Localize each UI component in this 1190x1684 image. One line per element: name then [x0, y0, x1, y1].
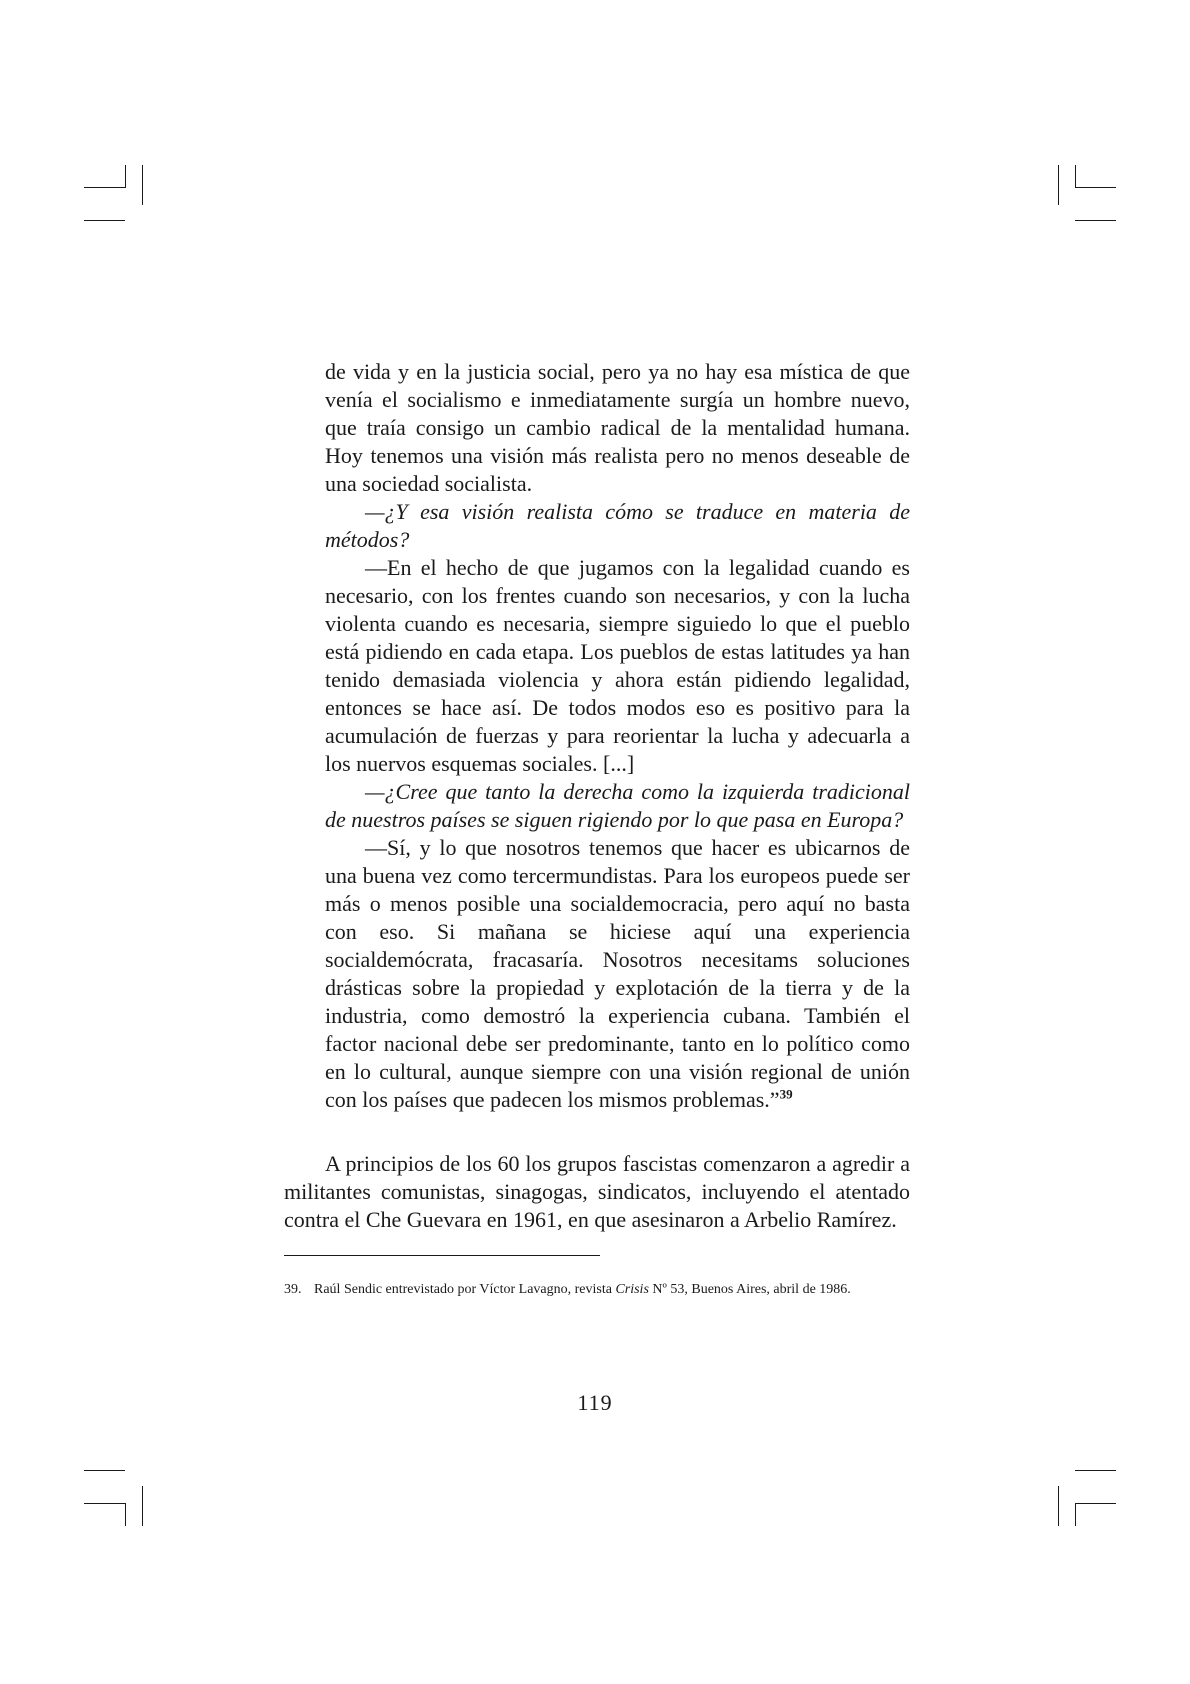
footnote-text-before: Raúl Sendic entrevistado por Víctor Lavagno, revista	[314, 1282, 616, 1297]
footnote-39	[284, 1281, 910, 1299]
quote-paragraph-1: de vida y en la justicia social, pero ya no hay esa mística de que venía el socialismo e inmediatamente surgía un hombre nuevo, que traía consigo un cambio radical de la mentalidad humana. Hoy tenemos una visión más realista pero no menos deseable de una sociedad socialista.	[325, 359, 910, 496]
footnote-separator	[284, 1255, 600, 1256]
crop-mark-top-left-h1	[84, 187, 125, 188]
interview-quote-block	[325, 358, 910, 1114]
crop-mark-bottom-left-v1	[125, 1503, 126, 1526]
crop-mark-bottom-left-v2	[142, 1486, 143, 1526]
crop-mark-bottom-right-h2	[1075, 1503, 1116, 1504]
crop-mark-bottom-left-h1	[84, 1470, 125, 1471]
crop-mark-bottom-right-v1	[1075, 1503, 1076, 1526]
body-paragraph: A principios de los 60 los grupos fascistas comenzaron a agredir a militantes comunistas, sinagogas, sindicatos, incluyendo el atentado contra el Che Guevara en 1961, en que asesinaron a Arbelio Ramírez.	[284, 1151, 910, 1232]
footnote-reference: 39	[779, 1086, 793, 1102]
crop-mark-top-right-v2	[1058, 165, 1059, 205]
question-1: —¿Y esa visión realista cómo se traduce en materia de métodos?	[325, 499, 910, 552]
crop-mark-top-left-v1	[125, 165, 126, 188]
answer-paragraph-2	[325, 834, 910, 1114]
answer-paragraph-1: —En el hecho de que jugamos con la legalidad cuando es necesario, con los frentes cuando son necesarios, y con la lucha violenta cuando es necesaria, siempre siguiedo lo que el pueblo está pidiendo en cada etapa. Los pueblos de estas latitudes ya han tenido demasiada violencia y ahora están pidiendo legalidad, entonces se hace así. De todos modos eso es positivo para la acumulación de fuerzas y para reorientar la lucha y adecuarla a los nuervos esquemas sociales. [...]	[325, 555, 910, 776]
footnote-text-after: Nº 53, Buenos Aires, abril de 1986.	[648, 1282, 851, 1297]
crop-mark-bottom-left-h2	[84, 1503, 125, 1504]
crop-mark-top-left-v2	[142, 165, 143, 205]
crop-mark-top-right-h1	[1075, 187, 1116, 188]
crop-mark-bottom-right-h1	[1075, 1470, 1116, 1471]
page-number: 119	[577, 1390, 613, 1415]
answer-paragraph-2-text: —Sí, y lo que nosotros tenemos que hacer es ubicarnos de una buena vez como tercermundistas. Para los europeos puede ser más o menos posible una socialdemocracia, pero aquí no basta con eso. Si mañana se hiciese aquí una experiencia socialdemócrata, fracasaría. Nosotros necesitams soluciones drásticas sobre la propiedad y explotación de la tierra y de la industria, como demostró la experiencia cubana. También el factor nacional debe ser predominante, tanto en lo político como en lo cultural, aunque siempre con una visión regional de unión con los países que padecen los mismos problemas.”	[325, 835, 910, 1112]
crop-mark-top-right-h2	[1075, 220, 1116, 221]
footnote-italic-title: Crisis	[615, 1282, 649, 1297]
crop-mark-top-right-v1	[1075, 165, 1076, 188]
question-2: —¿Cree que tanto la derecha como la izquierda tradicional de nuestros países se siguen rigiendo por lo que pasa en Europa?	[325, 779, 910, 832]
crop-mark-top-left-h2	[84, 220, 125, 221]
crop-mark-bottom-right-v2	[1058, 1486, 1059, 1526]
footnote-number: 39.	[284, 1282, 302, 1297]
